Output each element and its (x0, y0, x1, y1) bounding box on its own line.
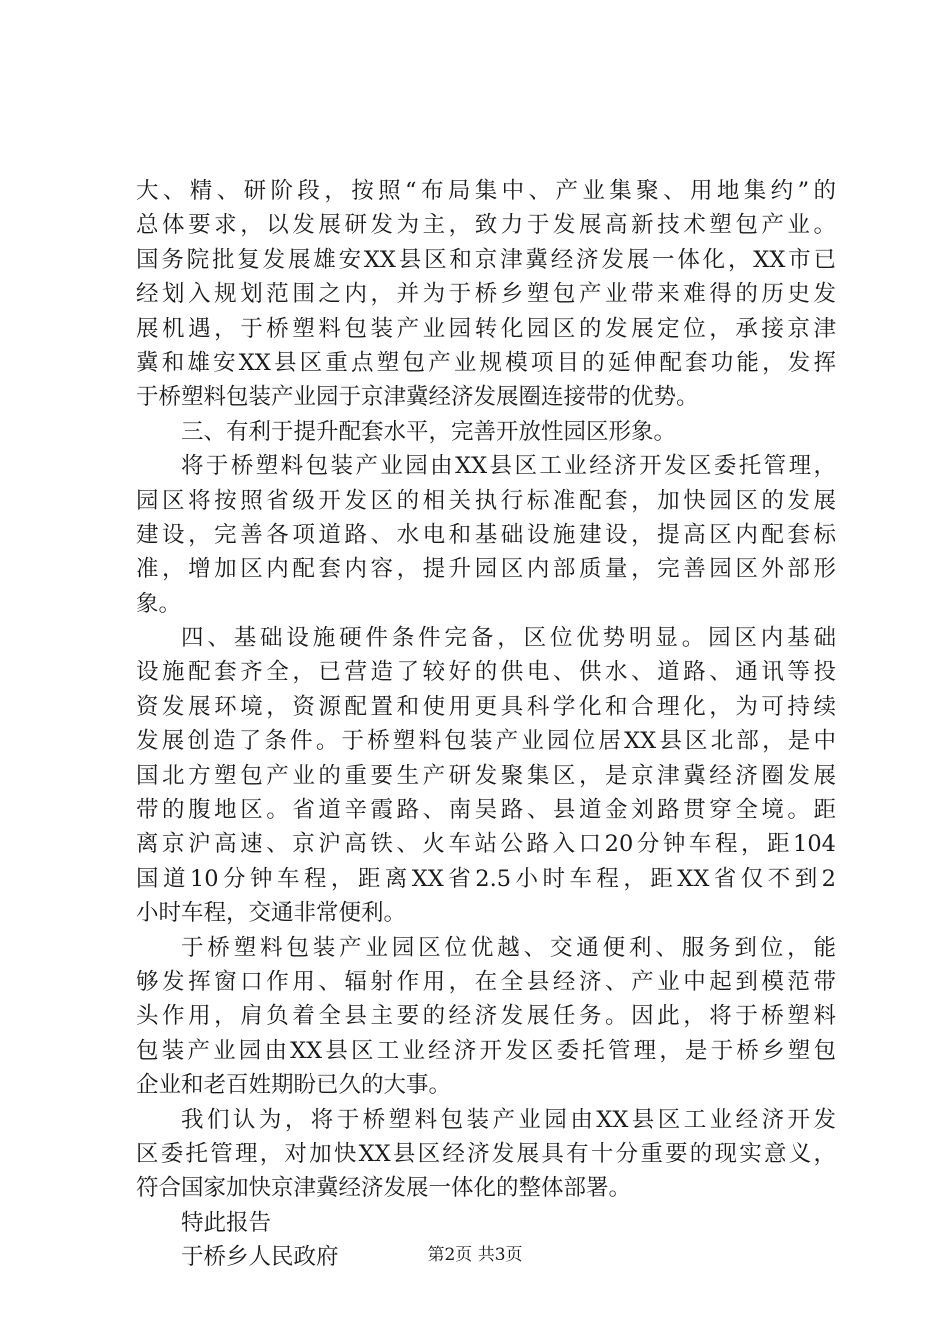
document-body (136, 174, 836, 1275)
closing-text: 特此报告 (181, 1209, 272, 1236)
body-line: 园区将按照省级开发区的相关执行标准配套，加快园区的发展 (136, 487, 836, 514)
body-line: 头作用，肩负着全县主要的经济发展任务。因此，将于桥塑料 (136, 1003, 836, 1030)
body-line: 象。 (136, 590, 182, 617)
body-line: 区委托管理，对加快XX县区经济发展具有十分重要的现实意义， (136, 1140, 836, 1167)
signature: 于桥乡人民政府 (181, 1244, 339, 1271)
body-line: 冀和雄安XX县区重点塑包产业规模项目的延伸配套功能，发挥 (136, 349, 836, 376)
body-line: 小时车程，交通非常便利。 (136, 900, 407, 927)
body-line: 包装产业园由XX县区工业经济开发区委托管理，是于桥乡塑包 (136, 1037, 836, 1064)
page-number: 第2页 共3页 (427, 1245, 523, 1265)
body-line: 将于桥塑料包装产业园由XX县区工业经济开发区委托管理， (181, 453, 836, 480)
body-line: 国道10分钟车程，距离XX省2.5小时车程，距XX省仅不到2 (136, 865, 836, 892)
body-line: 建设，完善各项道路、水电和基础设施建设，提高区内配套标 (136, 521, 836, 548)
body-line: 离京沪高速、京沪高铁、火车站公路入口20分钟车程，距104 (136, 831, 836, 858)
body-line: 发展创造了条件。于桥塑料包装产业园位居XX县区北部，是中 (136, 728, 836, 755)
body-line: 资发展环境，资源配置和使用更具科学化和合理化，为可持续 (136, 693, 836, 720)
body-line: 于桥塑料包装产业园于京津冀经济发展圈连接带的优势。 (136, 384, 699, 411)
body-line: 我们认为，将于桥塑料包装产业园由XX县区工业经济开发 (181, 1106, 836, 1133)
body-line: 企业和老百姓期盼已久的大事。 (136, 1072, 452, 1099)
body-line: 展机遇，于桥塑料包装产业园转化园区的发展定位，承接京津 (136, 315, 836, 342)
body-line: 于桥塑料包装产业园区位优越、交通便利、服务到位，能 (181, 934, 836, 961)
body-line: 经划入规划范围之内，并为于桥乡塑包产业带来难得的历史发 (136, 281, 836, 308)
body-line: 国务院批复发展雄安XX县区和京津冀经济发展一体化，XX市已 (136, 246, 836, 273)
body-line: 符合国家加快京津冀经济发展一体化的整体部署。 (136, 1175, 632, 1202)
body-line: 够发挥窗口作用、辐射作用，在全县经济、产业中起到模范带 (136, 968, 836, 995)
body-line: 国北方塑包产业的重要生产研发聚集区，是京津冀经济圈发展 (136, 762, 836, 789)
body-line: 大、精、研阶段，按照“布局集中、产业集聚、用地集约”的 (136, 178, 836, 204)
body-line: 四、基础设施硬件条件完备，区位优势明显。园区内基础 (181, 625, 836, 652)
body-line: 设施配套齐全，已营造了较好的供电、供水、道路、通讯等投 (136, 659, 836, 686)
body-line: 总体要求，以发展研发为主，致力于发展高新技术塑包产业。 (136, 212, 836, 239)
body-line: 准，增加区内配套内容，提升园区内部质量，完善园区外部形 (136, 556, 836, 583)
section-heading: 三、有利于提升配套水平，完善开放性园区形象。 (181, 418, 677, 445)
body-line: 带的腹地区。省道辛霞路、南吴路、县道金刘路贯穿全境。距 (136, 797, 836, 824)
